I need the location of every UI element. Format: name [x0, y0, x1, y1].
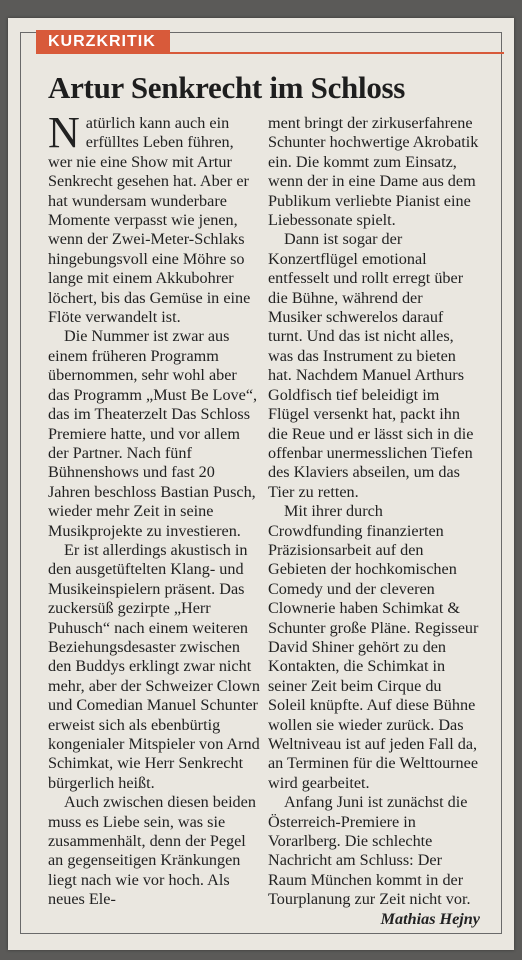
- paragraph-7: Mit ihrer durch Crowdfunding finanzierten Präzisionsarbeit auf den Gebieten der hochkomischen Comedy und der cleveren Clownerie haben Schimkat & Schunter große Pläne. Regisseur David Shiner gehört zu den Kontakten, die Schimkat in seiner Zeit beim Cirque du Soleil knüpfte. Auf diese Bühne wollen sie wieder zurück. Das Weltniveau ist auf jeden Fall da, an Terminen für die Welttournee wird gearbeitet.: [268, 502, 479, 792]
- paragraph-4: Auch zwischen diesen beiden muss es Liebe sein, was sie zusammenhält, denn der Pegel an gegenseitigen Kränkungen liegt nach wie vor hoch. Als neues Ele-: [48, 793, 256, 909]
- right-column: [268, 114, 480, 929]
- newspaper-clipping: [8, 18, 514, 950]
- paragraph-3: Er ist allerdings akustisch in den ausgetüftelten Klang- und Musikeinspielern präsent. Das zuckersüß gezirpte „Herr Puhusch“ nach einem weiteren Beziehungsdesaster zwischen den Buddys erklingt zwar nicht mehr, aber der Schweizer Clown und Comedian Manuel Schunter erweist sich als ebenbürtig kongenialer Mitspieler von Arnd Schimkat, wie Herr Senkrecht bürgerlich heißt.: [48, 540, 260, 792]
- paragraph-5: ment bringt der zirkuserfahrene Schunter hochwertige Akrobatik ein. Die kommt zum Einsatz, wenn der in eine Dame aus dem Publikum verliebte Pianist eine Liebessonate spielt.: [268, 114, 479, 230]
- drop-cap: N: [48, 108, 80, 157]
- paragraph-6: Dann ist sogar der Konzertflügel emotional entfesselt und rollt erregt über die Bühne, während der Musiker schwerelos darauf turnt. Und das ist nicht alles, was das Instrument zu bieten hat. Nachdem Manuel Arthurs Goldfisch tief beleidigt im Flügel versenkt hat, packt ihn die Reue und er lässt sich in die offenbar unermesslichen Tiefen des Klaviers abseilen, um das Tier zu retten.: [268, 230, 474, 501]
- left-column: [48, 108, 260, 910]
- paragraph-8-text: Anfang Juni ist zunächst die Österreich-Premiere in Vorarlberg. Die schlechte Nachricht am Schluss: Der Raum München kommt in der Tourplanung zur Zeit nicht vor.: [268, 793, 471, 909]
- section-rule: [148, 52, 504, 54]
- section-label: KURZKRITIK: [36, 30, 170, 54]
- paragraph-8: [268, 793, 480, 928]
- paragraph-1: [48, 108, 260, 327]
- author-byline: Mathias Hejny: [380, 909, 480, 928]
- paragraph-1-text: atürlich kann auch ein erfülltes Leben führen, wer nie eine Show mit Artur Senkrecht gesehen hat. Aber er hat wundersam wunderbare Momente verpasst wie jenen, wenn der Zwei-Meter-Schlaks hingebungsvoll eine Möhre so lange mit einem Akkubohrer löchert, bis das Gemüse in eine Flöte verwandelt ist.: [48, 114, 251, 327]
- article-headline: Artur Senkrecht im Schloss: [48, 70, 406, 105]
- paragraph-2: Die Nummer ist zwar aus einem früheren Programm übernommen, sehr wohl aber das Programm „Must Be Love“, das im Theaterzelt Das Schloss Premiere hatte, und vor allem der Partner. Nach fünf Bühnenshows und fast 20 Jahren beschloss Bastian Pusch, wieder mehr Zeit in seine Musikprojekte zu investieren.: [48, 327, 258, 540]
